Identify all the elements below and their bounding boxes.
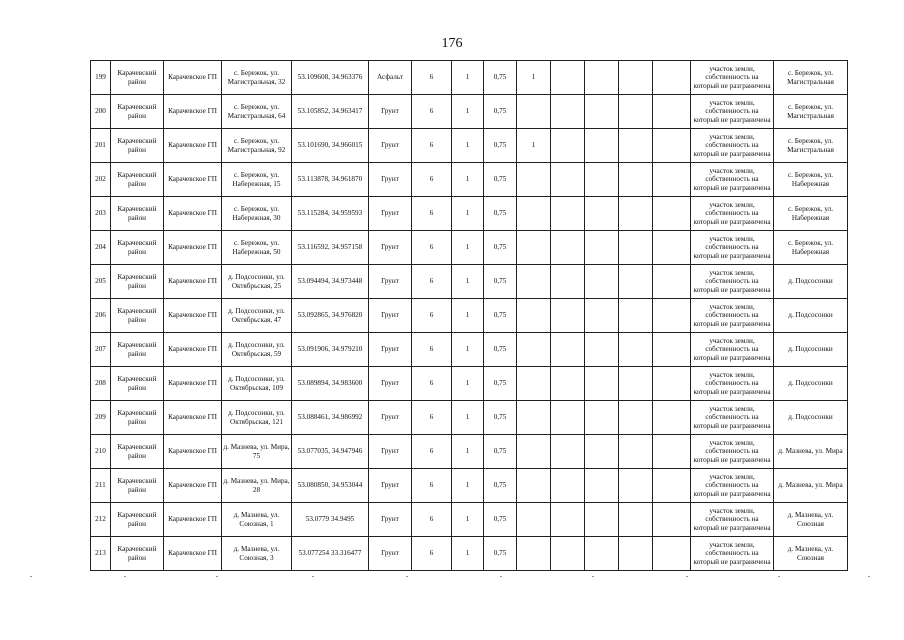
container-sites-table	[90, 60, 848, 571]
empty-cell	[585, 95, 619, 129]
surface-cell: Грунт	[369, 469, 412, 503]
row-number: 213	[91, 537, 111, 571]
coordinates-cell: 53.113878, 34.961870	[292, 163, 369, 197]
empty-cell	[619, 129, 653, 163]
land-status-cell: участок земли, собственность на который не разграничена	[691, 333, 774, 367]
surface-cell: Грунт	[369, 401, 412, 435]
coordinates-cell: 53.109608, 34.963376	[292, 61, 369, 95]
empty-cell	[653, 95, 691, 129]
coordinates-cell: 53.094494, 34.973448	[292, 265, 369, 299]
surface-cell: Грунт	[369, 197, 412, 231]
settlement-cell: Карачевское ГП	[164, 435, 222, 469]
container-count-cell: 1	[452, 299, 484, 333]
container-volume-cell: 0,75	[484, 367, 517, 401]
table-row	[91, 163, 848, 197]
extra-count-cell	[517, 435, 551, 469]
empty-cell	[653, 265, 691, 299]
empty-cell	[585, 299, 619, 333]
land-status-cell: участок земли, собственность на который не разграничена	[691, 95, 774, 129]
address-cell: д. Мазнева, ул. Союзная, 3	[222, 537, 292, 571]
container-volume-cell: 0,75	[484, 265, 517, 299]
table-row	[91, 537, 848, 571]
row-number: 203	[91, 197, 111, 231]
land-status-cell: участок земли, собственность на который не разграничена	[691, 537, 774, 571]
row-number: 202	[91, 163, 111, 197]
extra-count-cell	[517, 163, 551, 197]
settlement-cell: Карачевское ГП	[164, 401, 222, 435]
container-count-cell: 1	[452, 129, 484, 163]
scan-edge-marks	[30, 576, 874, 580]
surface-cell: Грунт	[369, 95, 412, 129]
area-cell: 6	[412, 401, 452, 435]
address-cell: д. Подсосонки, ул. Октябрьская, 121	[222, 401, 292, 435]
container-volume-cell: 0,75	[484, 129, 517, 163]
extra-count-cell	[517, 503, 551, 537]
empty-cell	[619, 401, 653, 435]
container-count-cell: 1	[452, 435, 484, 469]
empty-cell	[619, 163, 653, 197]
served-locality-cell: д. Подсосонки	[774, 401, 848, 435]
served-locality-cell: с. Бережок, ул. Набережная	[774, 231, 848, 265]
area-cell: 6	[412, 163, 452, 197]
container-volume-cell: 0,75	[484, 95, 517, 129]
empty-cell	[585, 231, 619, 265]
empty-cell	[653, 231, 691, 265]
area-cell: 6	[412, 299, 452, 333]
empty-cell	[551, 367, 585, 401]
row-number: 207	[91, 333, 111, 367]
empty-cell	[585, 367, 619, 401]
served-locality-cell: д. Мазнева, ул. Союзная	[774, 503, 848, 537]
empty-cell	[585, 401, 619, 435]
empty-cell	[551, 469, 585, 503]
row-number: 206	[91, 299, 111, 333]
served-locality-cell: д. Мазнева, ул. Мира	[774, 469, 848, 503]
settlement-cell: Карачевское ГП	[164, 231, 222, 265]
land-status-cell: участок земли, собственность на который не разграничена	[691, 401, 774, 435]
extra-count-cell	[517, 265, 551, 299]
empty-cell	[653, 469, 691, 503]
address-cell: с. Бережок, ул. Набережная, 50	[222, 231, 292, 265]
table-row	[91, 95, 848, 129]
address-cell: д. Подсосонки, ул. Октябрьская, 47	[222, 299, 292, 333]
district-cell: Карачевский район	[111, 129, 164, 163]
row-number: 201	[91, 129, 111, 163]
area-cell: 6	[412, 95, 452, 129]
settlement-cell: Карачевское ГП	[164, 503, 222, 537]
served-locality-cell: д. Мазнева, ул. Союзная	[774, 537, 848, 571]
table-row	[91, 333, 848, 367]
land-status-cell: участок земли, собственность на который не разграничена	[691, 129, 774, 163]
coordinates-cell: 53.101690, 34.966015	[292, 129, 369, 163]
empty-cell	[619, 95, 653, 129]
coordinates-cell: 53.0779 34.9495	[292, 503, 369, 537]
address-cell: д. Мазнева, ул. Мира, 75	[222, 435, 292, 469]
empty-cell	[551, 129, 585, 163]
extra-count-cell	[517, 299, 551, 333]
empty-cell	[653, 163, 691, 197]
land-status-cell: участок земли, собственность на который не разграничена	[691, 469, 774, 503]
empty-cell	[551, 163, 585, 197]
area-cell: 6	[412, 435, 452, 469]
empty-cell	[551, 333, 585, 367]
extra-count-cell	[517, 231, 551, 265]
surface-cell: Асфальт	[369, 61, 412, 95]
district-cell: Карачевский район	[111, 265, 164, 299]
empty-cell	[619, 197, 653, 231]
container-volume-cell: 0,75	[484, 333, 517, 367]
district-cell: Карачевский район	[111, 163, 164, 197]
land-status-cell: участок земли, собственность на который не разграничена	[691, 367, 774, 401]
settlement-cell: Карачевское ГП	[164, 163, 222, 197]
land-status-cell: участок земли, собственность на который не разграничена	[691, 265, 774, 299]
district-cell: Карачевский район	[111, 469, 164, 503]
empty-cell	[551, 61, 585, 95]
empty-cell	[619, 537, 653, 571]
surface-cell: Грунт	[369, 537, 412, 571]
area-cell: 6	[412, 61, 452, 95]
served-locality-cell: д. Мазнева, ул. Мира	[774, 435, 848, 469]
table-row	[91, 299, 848, 333]
empty-cell	[619, 61, 653, 95]
settlement-cell: Карачевское ГП	[164, 333, 222, 367]
empty-cell	[653, 333, 691, 367]
row-number: 210	[91, 435, 111, 469]
empty-cell	[551, 435, 585, 469]
page-number: 176	[441, 36, 463, 51]
container-volume-cell: 0,75	[484, 197, 517, 231]
surface-cell: Грунт	[369, 265, 412, 299]
table-row	[91, 503, 848, 537]
empty-cell	[585, 469, 619, 503]
container-count-cell: 1	[452, 401, 484, 435]
district-cell: Карачевский район	[111, 231, 164, 265]
coordinates-cell: 53.092865, 34.976820	[292, 299, 369, 333]
empty-cell	[619, 503, 653, 537]
address-cell: с. Бережок, ул. Набережная, 15	[222, 163, 292, 197]
area-cell: 6	[412, 129, 452, 163]
empty-cell	[551, 401, 585, 435]
table-row	[91, 231, 848, 265]
empty-cell	[619, 435, 653, 469]
settlement-cell: Карачевское ГП	[164, 61, 222, 95]
container-count-cell: 1	[452, 537, 484, 571]
served-locality-cell: д. Подсосонки	[774, 299, 848, 333]
empty-cell	[585, 61, 619, 95]
address-cell: д. Мазнева, ул. Мира, 28	[222, 469, 292, 503]
district-cell: Карачевский район	[111, 401, 164, 435]
extra-count-cell	[517, 469, 551, 503]
land-status-cell: участок земли, собственность на который не разграничена	[691, 163, 774, 197]
address-cell: с. Бережок, ул. Магистральная, 32	[222, 61, 292, 95]
district-cell: Карачевский район	[111, 333, 164, 367]
area-cell: 6	[412, 537, 452, 571]
empty-cell	[585, 537, 619, 571]
area-cell: 6	[412, 231, 452, 265]
container-volume-cell: 0,75	[484, 503, 517, 537]
table-row	[91, 401, 848, 435]
container-count-cell: 1	[452, 333, 484, 367]
container-count-cell: 1	[452, 61, 484, 95]
empty-cell	[653, 197, 691, 231]
extra-count-cell: 1	[517, 61, 551, 95]
container-volume-cell: 0,75	[484, 401, 517, 435]
empty-cell	[551, 537, 585, 571]
container-count-cell: 1	[452, 469, 484, 503]
container-count-cell: 1	[452, 197, 484, 231]
empty-cell	[551, 299, 585, 333]
container-volume-cell: 0,75	[484, 231, 517, 265]
address-cell: с. Бережок, ул. Магистральная, 92	[222, 129, 292, 163]
address-cell: с. Бережок, ул. Магистральная, 64	[222, 95, 292, 129]
served-locality-cell: д. Подсосонки	[774, 333, 848, 367]
empty-cell	[551, 95, 585, 129]
row-number: 209	[91, 401, 111, 435]
container-count-cell: 1	[452, 503, 484, 537]
container-volume-cell: 0,75	[484, 537, 517, 571]
container-count-cell: 1	[452, 163, 484, 197]
empty-cell	[551, 503, 585, 537]
coordinates-cell: 53.089894, 34.983600	[292, 367, 369, 401]
settlement-cell: Карачевское ГП	[164, 299, 222, 333]
area-cell: 6	[412, 265, 452, 299]
land-status-cell: участок земли, собственность на который не разграничена	[691, 61, 774, 95]
settlement-cell: Карачевское ГП	[164, 537, 222, 571]
coordinates-cell: 53.091906, 34.979210	[292, 333, 369, 367]
empty-cell	[619, 231, 653, 265]
served-locality-cell: с. Бережок, ул. Магистральная	[774, 95, 848, 129]
extra-count-cell	[517, 367, 551, 401]
served-locality-cell: с. Бережок, ул. Набережная	[774, 197, 848, 231]
container-count-cell: 1	[452, 265, 484, 299]
district-cell: Карачевский район	[111, 503, 164, 537]
table-row	[91, 265, 848, 299]
settlement-cell: Карачевское ГП	[164, 367, 222, 401]
empty-cell	[653, 435, 691, 469]
district-cell: Карачевский район	[111, 299, 164, 333]
row-number: 212	[91, 503, 111, 537]
land-status-cell: участок земли, собственность на который не разграничена	[691, 503, 774, 537]
container-volume-cell: 0,75	[484, 61, 517, 95]
container-volume-cell: 0,75	[484, 299, 517, 333]
row-number: 211	[91, 469, 111, 503]
surface-cell: Грунт	[369, 231, 412, 265]
district-cell: Карачевский район	[111, 95, 164, 129]
area-cell: 6	[412, 197, 452, 231]
empty-cell	[551, 231, 585, 265]
coordinates-cell: 53.116592, 34.957158	[292, 231, 369, 265]
table-row	[91, 435, 848, 469]
settlement-cell: Карачевское ГП	[164, 265, 222, 299]
settlement-cell: Карачевское ГП	[164, 129, 222, 163]
empty-cell	[585, 435, 619, 469]
land-status-cell: участок земли, собственность на который не разграничена	[691, 197, 774, 231]
land-status-cell: участок земли, собственность на который не разграничена	[691, 231, 774, 265]
container-volume-cell: 0,75	[484, 163, 517, 197]
land-status-cell: участок земли, собственность на который не разграничена	[691, 435, 774, 469]
address-cell: д. Подсосонки, ул. Октябрьская, 109	[222, 367, 292, 401]
area-cell: 6	[412, 333, 452, 367]
served-locality-cell: с. Бережок, ул. Набережная	[774, 163, 848, 197]
settlement-cell: Карачевское ГП	[164, 469, 222, 503]
settlement-cell: Карачевское ГП	[164, 197, 222, 231]
table-row	[91, 197, 848, 231]
coordinates-cell: 53.080850, 34.953044	[292, 469, 369, 503]
served-locality-cell: с. Бережок, ул. Магистральная	[774, 61, 848, 95]
served-locality-cell: д. Подсосонки	[774, 367, 848, 401]
row-number: 208	[91, 367, 111, 401]
address-cell: с. Бережок, ул. Набережная, 30	[222, 197, 292, 231]
address-cell: д. Мазнева, ул. Союзная, 1	[222, 503, 292, 537]
empty-cell	[551, 265, 585, 299]
land-status-cell: участок земли, собственность на который не разграничена	[691, 299, 774, 333]
empty-cell	[619, 469, 653, 503]
coordinates-cell: 53.115284, 34.959593	[292, 197, 369, 231]
table-row	[91, 61, 848, 95]
table-row	[91, 129, 848, 163]
area-cell: 6	[412, 367, 452, 401]
row-number: 205	[91, 265, 111, 299]
row-number: 200	[91, 95, 111, 129]
container-count-cell: 1	[452, 367, 484, 401]
empty-cell	[619, 265, 653, 299]
extra-count-cell: 1	[517, 129, 551, 163]
address-cell: д. Подсосонки, ул. Октябрьская, 25	[222, 265, 292, 299]
empty-cell	[619, 367, 653, 401]
row-number: 199	[91, 61, 111, 95]
empty-cell	[619, 333, 653, 367]
address-cell: д. Подсосонки, ул. Октябрьская, 59	[222, 333, 292, 367]
row-number: 204	[91, 231, 111, 265]
surface-cell: Грунт	[369, 367, 412, 401]
empty-cell	[585, 129, 619, 163]
settlement-cell: Карачевское ГП	[164, 95, 222, 129]
extra-count-cell	[517, 197, 551, 231]
empty-cell	[653, 299, 691, 333]
empty-cell	[619, 299, 653, 333]
district-cell: Карачевский район	[111, 197, 164, 231]
container-volume-cell: 0,75	[484, 435, 517, 469]
table-row	[91, 469, 848, 503]
surface-cell: Грунт	[369, 299, 412, 333]
surface-cell: Грунт	[369, 333, 412, 367]
table-row	[91, 367, 848, 401]
container-count-cell: 1	[452, 95, 484, 129]
served-locality-cell: д. Подсосонки	[774, 265, 848, 299]
empty-cell	[551, 197, 585, 231]
empty-cell	[653, 129, 691, 163]
district-cell: Карачевский район	[111, 367, 164, 401]
surface-cell: Грунт	[369, 435, 412, 469]
extra-count-cell	[517, 95, 551, 129]
district-cell: Карачевский район	[111, 435, 164, 469]
empty-cell	[653, 537, 691, 571]
empty-cell	[653, 61, 691, 95]
coordinates-cell: 53.105852, 34.963417	[292, 95, 369, 129]
empty-cell	[653, 503, 691, 537]
district-cell: Карачевский район	[111, 61, 164, 95]
served-locality-cell: с. Бережок, ул. Магистральная	[774, 129, 848, 163]
container-volume-cell: 0,75	[484, 469, 517, 503]
empty-cell	[585, 163, 619, 197]
empty-cell	[585, 333, 619, 367]
surface-cell: Грунт	[369, 163, 412, 197]
area-cell: 6	[412, 503, 452, 537]
coordinates-cell: 53.077035, 34.947946	[292, 435, 369, 469]
empty-cell	[585, 197, 619, 231]
district-cell: Карачевский район	[111, 537, 164, 571]
empty-cell	[653, 401, 691, 435]
area-cell: 6	[412, 469, 452, 503]
surface-cell: Грунт	[369, 129, 412, 163]
empty-cell	[653, 367, 691, 401]
extra-count-cell	[517, 537, 551, 571]
surface-cell: Грунт	[369, 503, 412, 537]
extra-count-cell	[517, 401, 551, 435]
container-count-cell: 1	[452, 231, 484, 265]
empty-cell	[585, 265, 619, 299]
empty-cell	[585, 503, 619, 537]
coordinates-cell: 53.077254 33.316477	[292, 537, 369, 571]
extra-count-cell	[517, 333, 551, 367]
coordinates-cell: 53.088461, 34.986992	[292, 401, 369, 435]
